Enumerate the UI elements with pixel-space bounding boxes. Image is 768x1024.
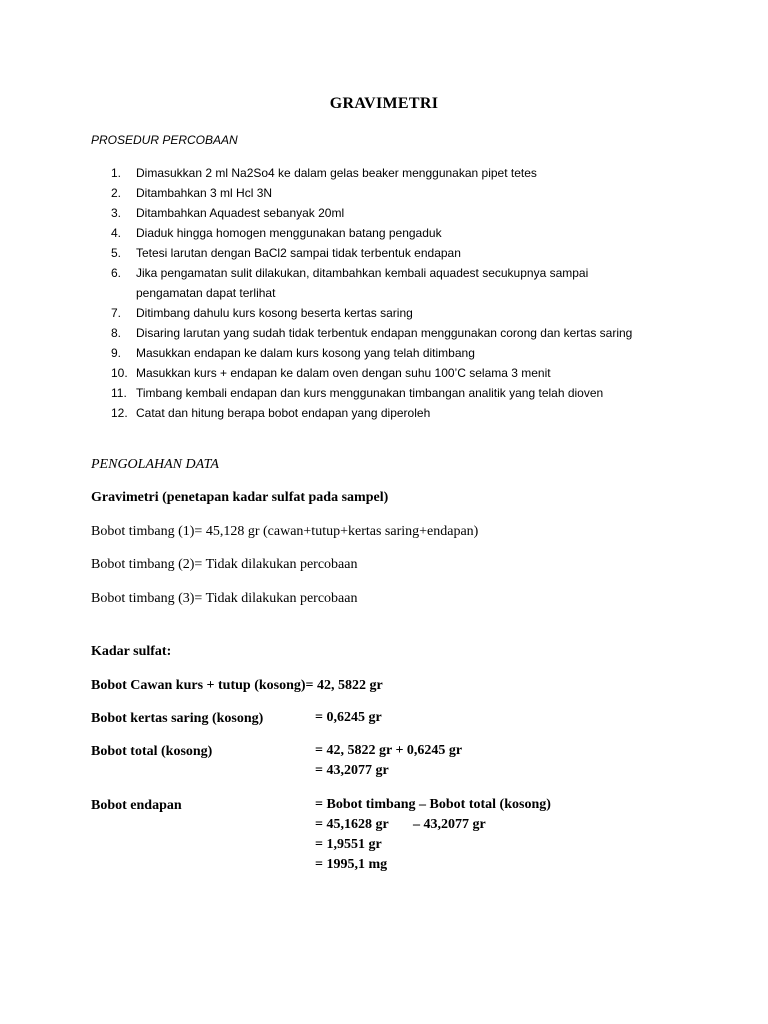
step-text: Disaring larutan yang sudah tidak terbentuk endapan menggunakan corong dan kertas saring	[136, 326, 633, 340]
step-text: Masukkan kurs + endapan ke dalam oven dengan suhu 100’C selama 3 menit	[136, 366, 551, 380]
list-item	[91, 323, 691, 343]
step-number: 2.	[111, 186, 122, 200]
weighing-line-2: Bobot timbang (2)= Tidak dilakukan percobaan	[91, 557, 358, 572]
list-item	[91, 403, 691, 423]
weighing-line-1: Bobot timbang (1)= 45,128 gr (cawan+tutup+kertas saring+endapan)	[91, 524, 479, 539]
total-label: Bobot total (kosong)	[91, 744, 213, 759]
page-title: GRAVIMETRI	[329, 95, 439, 112]
step-text: Catat dan hitung berapa bobot endapan yang diperoleh	[136, 406, 431, 420]
endapan-value-2: = 45,1628 gr – 43,2077 gr	[315, 817, 486, 832]
list-item	[91, 303, 691, 323]
step-number: 6.	[111, 266, 122, 280]
kertas-label: Bobot kertas saring (kosong)	[91, 711, 264, 726]
list-item	[91, 163, 691, 183]
step-text: Masukkan endapan ke dalam kurs kosong yang telah ditimbang	[136, 346, 475, 360]
total-value-2: = 43,2077 gr	[315, 763, 389, 778]
list-item	[91, 203, 691, 223]
step-text: Timbang kembali endapan dan kurs menggunakan timbangan analitik yang telah dioven	[136, 386, 604, 400]
endapan-values	[315, 795, 551, 875]
step-number: 3.	[111, 206, 122, 220]
endapan-value-4: = 1995,1 mg	[315, 857, 388, 872]
data-heading: PENGOLAHAN DATA	[91, 457, 219, 472]
list-item	[91, 183, 691, 203]
step-number: 12.	[111, 406, 128, 420]
endapan-label: Bobot endapan	[91, 798, 182, 813]
step-number: 11.	[111, 386, 127, 400]
step-number: 7.	[111, 306, 122, 320]
step-text: Dimasukkan 2 ml Na2So4 ke dalam gelas beaker menggunakan pipet tetes	[136, 166, 537, 180]
list-item	[91, 223, 691, 243]
total-values	[315, 741, 462, 781]
total-value-1: = 42, 5822 gr + 0,6245 gr	[315, 743, 463, 758]
step-text: Tetesi larutan dengan BaCl2 sampai tidak terbentuk endapan	[136, 246, 461, 260]
step-number: 1.	[111, 166, 122, 180]
step-number: 5.	[111, 246, 122, 260]
procedure-steps	[91, 163, 691, 423]
endapan-value-1: = Bobot timbang – Bobot total (kosong)	[315, 797, 551, 812]
list-item	[91, 243, 691, 263]
list-item	[91, 363, 691, 383]
step-text: Jika pengamatan sulit dilakukan, ditambahkan kembali aquadest secukupnya sampai pengamatan dapat terlihat	[136, 266, 589, 300]
step-number: 8.	[111, 326, 122, 340]
list-item	[91, 263, 616, 303]
list-item	[91, 343, 691, 363]
step-text: Ditambahkan Aquadest sebanyak 20ml	[136, 206, 345, 220]
weighing-line-3: Bobot timbang (3)= Tidak dilakukan percobaan	[91, 591, 358, 606]
procedure-heading: PROSEDUR PERCOBAAN	[91, 133, 238, 147]
kertas-values	[315, 708, 382, 728]
step-text: Ditambahkan 3 ml Hcl 3N	[136, 186, 273, 200]
cawan-weight-line: Bobot Cawan kurs + tutup (kosong)= 42, 5822 gr	[91, 678, 383, 693]
gravimetri-subheading: Gravimetri (penetapan kadar sulfat pada sampel)	[91, 490, 389, 505]
list-item	[91, 383, 691, 403]
step-text: Ditimbang dahulu kurs kosong beserta kertas saring	[136, 306, 413, 320]
endapan-value-3: = 1,9551 gr	[315, 837, 382, 852]
step-text: Diaduk hingga homogen menggunakan batang pengaduk	[136, 226, 442, 240]
kadar-heading: Kadar sulfat:	[91, 644, 172, 659]
step-number: 4.	[111, 226, 122, 240]
kertas-value: = 0,6245 gr	[315, 710, 382, 725]
step-number: 10.	[111, 366, 128, 380]
step-number: 9.	[111, 346, 122, 360]
